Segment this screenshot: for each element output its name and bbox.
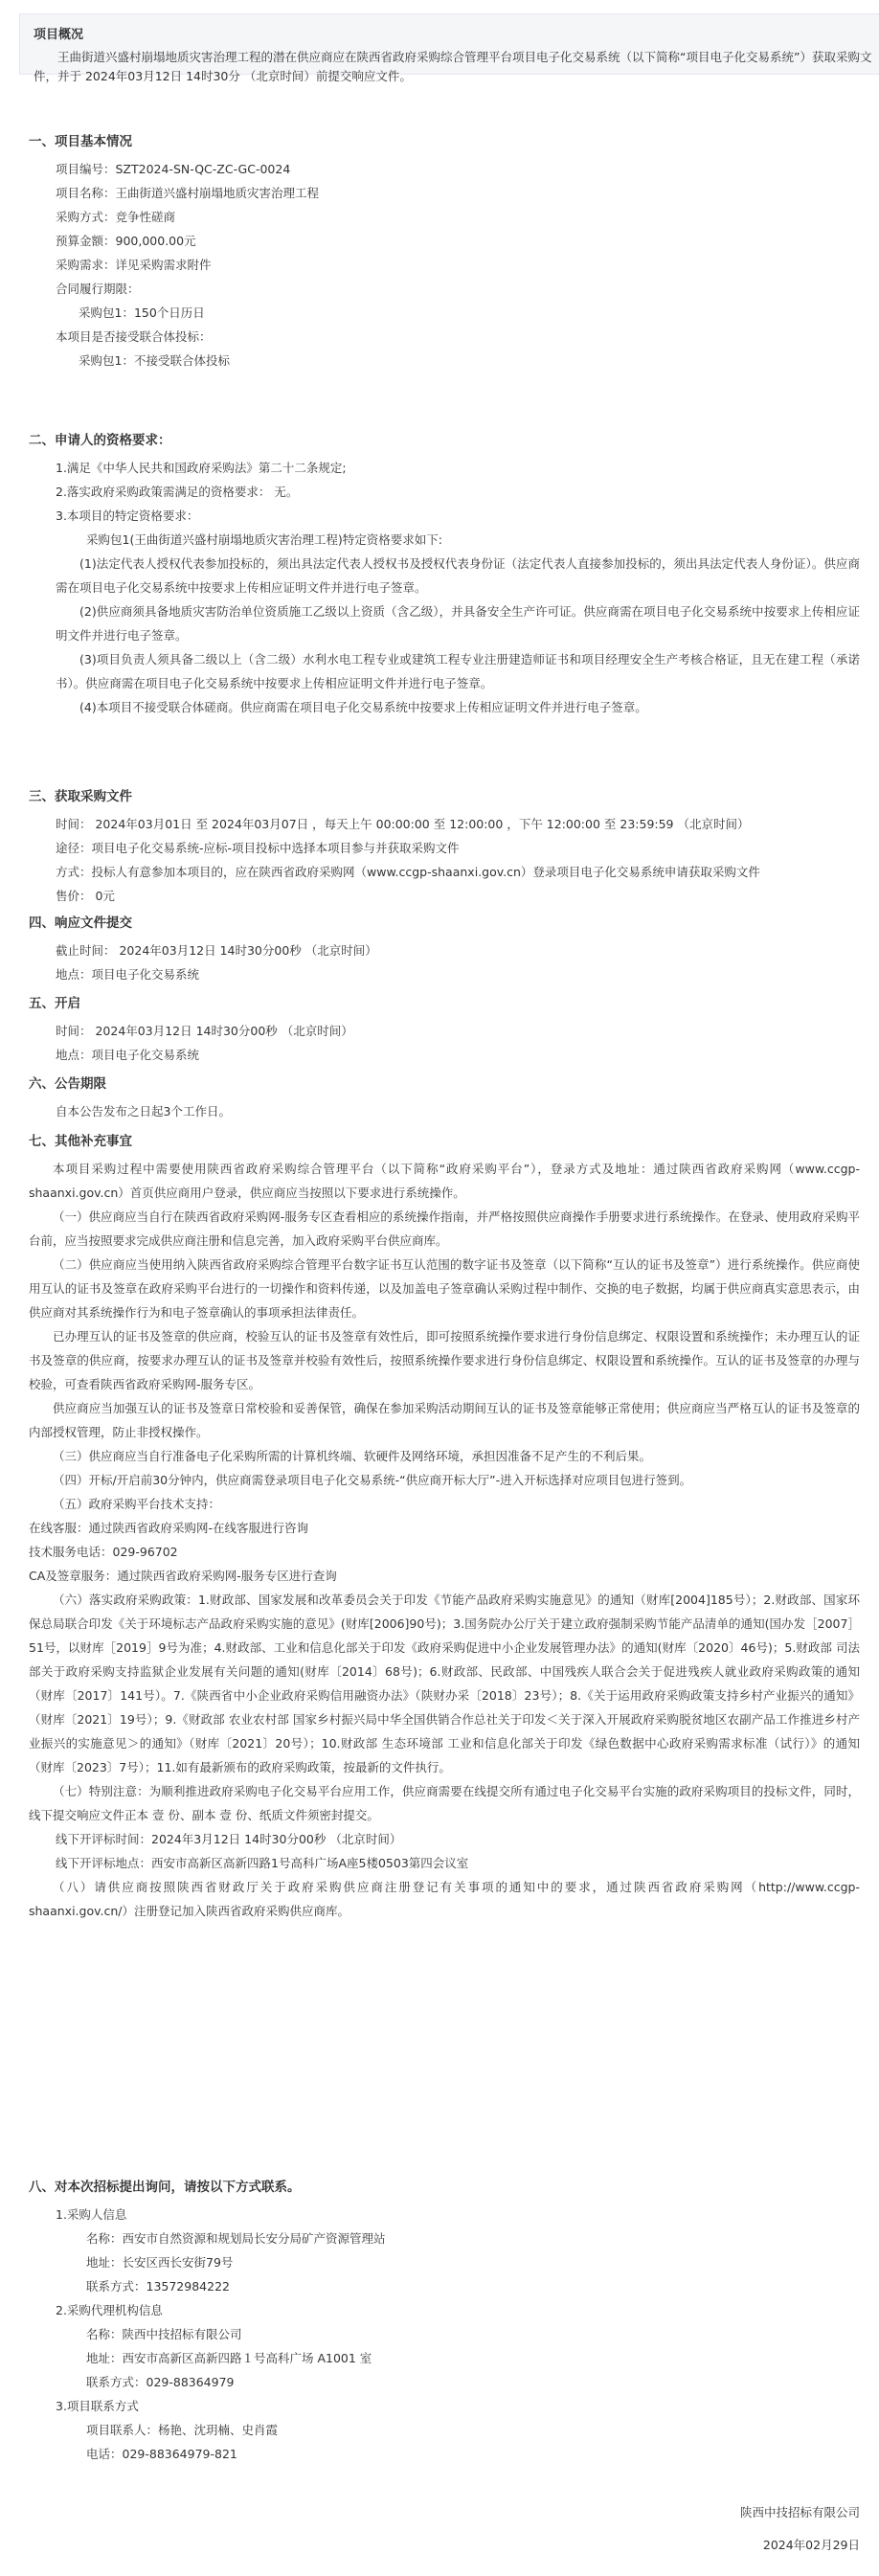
matter-7-notice: （七）特别注意：为顺利推进政府采购电子化交易平台应用工作，供应商需要在线提交所有通过电子化交易平台实施的政府采购项目的投标文件，同时，线下提交响应文件正本 壹 份、副本 壹 份、纸质文件须密封提交。 [29,1784,860,1822]
purchaser-heading: 1.采购人信息 [56,2207,127,2222]
submission-place: 地点：项目电子化交易系统 [56,967,200,982]
section-submission [29,912,860,986]
agency-phone: 联系方式：029-88364979 [86,2375,235,2389]
matter-4: （四）开标/开启前30分钟内，供应商需登录项目电子化交易系统-“供应商开标大厅”-进入开标选择对应项目包进行签到。 [53,1473,692,1487]
signature-org: 陕西中技招标有限公司 [739,2505,860,2520]
section-contacts [29,2176,860,2466]
ca-service: CA及签章服务：通过陕西省政府采购网-服务专区进行查询 [29,1569,337,1583]
offline-opening-time: 线下开评标时间：2024年3月12日 14时30分00秒 （北京时间） [56,1832,402,1846]
budget-amount: 预算金额：900,000.00元 [56,234,196,248]
obtain-price: 售价： 0元 [56,889,115,903]
matter-2: （二）供应商应当使用纳入陕西省政府采购综合管理平台数字证书互认范围的数字证书及签章（以下简称“互认的证书及签章”）进行系统操作。供应商使用互认的证书及签章在政府采购平台进行的一切操作和资料传递，以及加盖电子签章确认采购过程中制作、交换的电子数据，均属于供应商真实意思表示，由供应商对其系统操作行为和电子签章确认的事项承担法律责任。 [29,1257,860,1320]
contract-period-label: 合同履行期限： [56,282,140,296]
package-requirements-intro: 采购包1(王曲街道兴盛村崩塌地质灾害治理工程)特定资格要求如下: [86,532,442,547]
section-title: 八、对本次招标提出询问，请按以下方式联系。 [29,2180,301,2195]
purchaser-name: 名称：西安市自然资源和规划局长安分局矿产资源管理站 [86,2231,386,2246]
section-opening [29,992,860,1067]
agency-heading: 2.采购代理机构信息 [56,2303,163,2317]
section-basic-info [29,130,860,373]
procurement-method: 采购方式：竞争性磋商 [56,210,176,224]
matter-2-safekeeping: 供应商应当加强互认的证书及签章日常校验和妥善保管，确保在参加采购活动期间互认的证书及签章能够正常使用；供应商应当严格互认的证书及签章的内部授权管理，防止非授权操作。 [29,1401,860,1439]
obtain-way: 途径：项目电子化交易系统-应标-项目投标中选择本项目参与并获取采购文件 [56,841,460,855]
requirement-3: 3.本项目的特定资格要求： [56,508,199,523]
section-qualification [29,429,860,719]
submission-deadline: 截止时间： 2024年03月12日 14时30分00秒 （北京时间） [56,943,377,958]
section-announcement-period [29,1073,860,1123]
requirement-item-1: (1)法定代表人授权代表参加投标的，须出具法定代表人授权书及授权代表身份证（法定代表人直接参加投标的，须出具法定代表人身份证）。供应商需在项目电子化交易系统中按要求上传相应证明文件并进行电子签章。 [56,556,860,595]
matter-1: （一）供应商应当自行在陕西省政府采购网-服务专区查看相应的系统操作指南，并严格按照供应商操作手册要求进行系统操作。在登录、使用政府采购平台前，应当按照要求完成供应商注册和信息完善，加入政府采购平台供应商库。 [29,1209,860,1248]
requirement-item-2: (2)供应商须具备地质灾害防治单位资质施工乙级以上资质（含乙级），并具备安全生产许可证。供应商需在项目电子化交易系统中按要求上传相应证明文件并进行电子签章。 [56,604,860,643]
section-title: 二、申请人的资格要求： [29,433,171,448]
requirement-2: 2.落实政府采购政策需满足的资格要求： 无。 [56,485,299,499]
section-title: 七、其他补充事宜 [29,1134,132,1149]
project-no: 项目编号：SZT2024-SN-QC-ZC-GC-0024 [56,162,291,176]
matter-2-cert: 已办理互认的证书及签章的供应商，校验互认的证书及签章有效性后，即可按照系统操作要求进行身份信息绑定、权限设置和系统操作；未办理互认的证书及签章的供应商，按要求办理互认的证书及签章并校验有效性后，按照系统操作要求进行身份信息绑定、权限设置和系统操作。互认的证书及签章的办理与校验，可查看陕西省政府采购网-服务专区。 [29,1329,860,1391]
section-title: 五、开启 [29,996,80,1011]
section-title: 一、项目基本情况 [29,134,132,149]
consortium-value: 采购包1：不接受联合体投标 [79,353,230,368]
offline-opening-place: 线下开评标地点：西安市高新区高新四路1号高科广场A座5楼0503第四会议室 [56,1856,469,1870]
announcement-period-text: 自本公告发布之日起3个工作日。 [56,1104,231,1119]
matter-8-registration: （八）请供应商按照陕西省财政厅关于政府采购供应商注册登记有关事项的通知中的要求，通过陕西省政府采购网（http://www.ccgp-shaanxi.gov.cn/）注册登记加入陕西省政府采购供应商库。 [29,1880,860,1918]
overview-title: 项目概况 [34,28,84,42]
procurement-demand: 采购需求：详见采购需求附件 [56,258,212,272]
matter-5: （五）政府采购平台技术支持： [53,1497,221,1511]
section-title: 六、公告期限 [29,1076,106,1092]
contract-period-value: 采购包1：150个日历日 [79,305,205,320]
project-contact-people: 项目联系人：杨艳、沈玥楠、史肖霞 [86,2423,279,2437]
purchaser-phone: 联系方式：13572984222 [86,2279,230,2294]
section-other-matters [29,1130,860,1923]
section-obtain-documents [29,785,860,908]
project-name: 项目名称：王曲街道兴盛村崩塌地质灾害治理工程 [56,186,320,200]
obtain-method: 方式：投标人有意参加本项目的，应在陕西省政府采购网（www.ccgp-shaanxi.gov.cn）登录项目电子化交易系统申请获取采购文件 [56,865,760,879]
opening-place: 地点：项目电子化交易系统 [56,1048,200,1062]
requirement-1: 1.满足《中华人民共和国政府采购法》第二十二条规定; [56,461,347,475]
obtain-time: 时间： 2024年03月01日 至 2024年03月07日 ，每天上午 00:00:00 至 12:00:00 ，下午 12:00:00 至 23:59:59 （北京时间） [56,817,750,831]
overview-text: 王曲街道兴盛村崩塌地质灾害治理工程的潜在供应商应在陕西省政府采购综合管理平台项目电子化交易系统（以下简称“项目电子化交易系统”）获取采购文件，并于 2024年03月12日 14时30分 （北京时间）前提交响应文件。 [34,50,872,83]
signature-date: 2024年02月29日 [762,2538,860,2552]
matter-3: （三）供应商应当自行准备电子化采购所需的计算机终端、软硬件及网络环境，承担因准备不足产生的不利后果。 [53,1449,652,1463]
opening-time: 时间： 2024年03月12日 14时30分00秒 （北京时间） [56,1024,353,1038]
project-contact-phone: 电话：029-88364979-821 [86,2447,237,2461]
project-overview-box [19,13,879,83]
project-contact-heading: 3.项目联系方式 [56,2399,139,2413]
matter-6-policies: （六）落实政府采购政策：1.财政部、国家发展和改革委员会关于印发《节能产品政府采购实施意见》的通知（财库[2004]185号）；2.财政部、国家环保总局联合印发《关于环境标志产品政府采购实施的意见》(财库[2006]90号)；3.国务院办公厅关于建立政府强制采购节能产品清单的通知(国办发［2007］51号，以财库［2019］9号为准；4.财政部、工业和信息化部关于印发《政府采购促进中小企业发展管理办法》的通知(财库〔2020〕46号)；5.财政部 司法部关于政府采购支持监狱企业发展有关问题的通知(财库〔2014〕68号)；6.财政部、民政部、中国残疾人联合会关于促进残疾人就业政府采购政策的通知（财库〔2017〕141号）。7.《陕西省中小企业政府采购信用融资办法》（陕财办采〔2018〕23号）；8.《关于运用政府采购政策支持乡村产业振兴的通知》（财库〔2021〕19号）；9.《财政部 农业农村部 国家乡村振兴局中华全国供销合作总社关于印发＜关于深入开展政府采购脱贫地区农副产品工作推进乡村产业振兴的实施意见＞的通知》（财库〔2021〕20号）；10.财政部 生态环境部 工业和信息化部关于印发《绿色数据中心政府采购需求标准（试行）》的通知（财库〔2023〕7号）；11.如有最新颁布的政府采购政策，按最新的文件执行。 [29,1593,860,1774]
online-support: 在线客服：通过陕西省政府采购网-在线客服进行咨询 [29,1521,309,1535]
section-title: 三、获取采购文件 [29,789,132,804]
platform-intro: 本项目采购过程中需要使用陕西省政府采购综合管理平台（以下简称“政府采购平台”），登录方式及地址：通过陕西省政府采购网（www.ccgp-shaanxi.gov.cn）首页供应商用户登录，供应商应当按照以下要求进行系统操作。 [29,1162,860,1200]
consortium-label: 本项目是否接受联合体投标： [56,329,212,344]
requirement-item-4: (4)本项目不接受联合体磋商。供应商需在项目电子化交易系统中按要求上传相应证明文件并进行电子签章。 [79,700,647,714]
agency-name: 名称：陕西中技招标有限公司 [86,2327,242,2341]
agency-address: 地址：西安市高新区高新四路１号高科广场 A1001 室 [86,2351,372,2365]
support-phone: 技术服务电话：029-96702 [29,1545,178,1559]
purchaser-address: 地址：长安区西长安街79号 [86,2255,234,2270]
requirement-item-3: (3)项目负责人须具备二级以上（含二级）水利水电工程专业或建筑工程专业注册建造师证书和项目经理安全生产考核合格证，且无在建工程（承诺书）。供应商需在项目电子化交易系统中按要求上传相应证明文件并进行电子签章。 [56,652,860,690]
section-title: 四、响应文件提交 [29,915,132,931]
